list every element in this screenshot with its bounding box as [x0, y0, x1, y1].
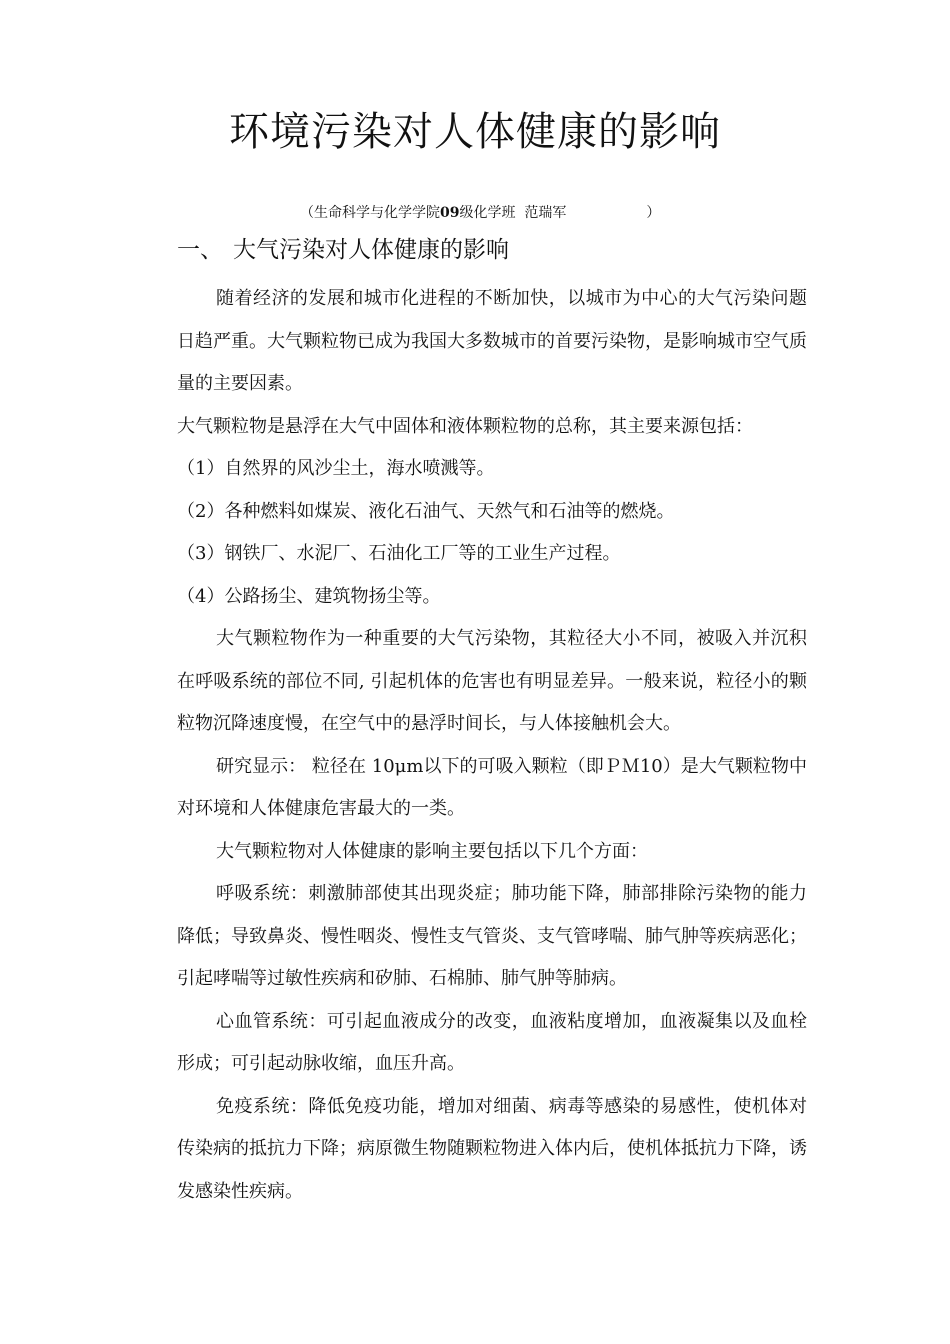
- section-heading: [177, 233, 509, 267]
- author-close-paren: ）: [646, 205, 661, 221]
- paragraph-immune: 免疫系统：降低免疫功能，增加对细菌、病毒等感染的易感性，使机体对传染病的抵抗力下降；病原微生物随颗粒物进入体内后，使机体抵抗力下降，诱发感染性疾病。: [177, 1095, 807, 1202]
- paragraph-effects-intro: 大气颗粒物对人体健康的影响主要包括以下几个方面：: [216, 840, 648, 862]
- paragraph-respiratory: 呼吸系统：刺激肺部使其出现炎症；肺功能下降，肺部排除污染物的能力降低；导致鼻炎、慢性咽炎、慢性支气管炎、支气管哮喘、肺气肿等疾病恶化；引起哮喘等过敏性疾病和矽肺、石棉肺、肺气肿等肺病。: [177, 883, 807, 989]
- paragraph-cardiovascular: 心血管系统：可引起血液成分的改变，血液粘度增加，血液凝集以及血栓形成；可引起动脉收缩，血压升高。: [177, 1010, 807, 1074]
- list-item-source-1: （1）自然界的风沙尘土，海水喷溅等。: [177, 458, 495, 479]
- paragraph-particle-size: 大气颗粒物作为一种重要的大气污染物，其粒径大小不同，被吸入并沉积在呼吸系统的部位不同, 引起机体的危害也有明显差异。一般来说，粒径小的颗粒物沉降速度慢，在空气中的悬浮时间长，与人体接触机会大。: [177, 628, 807, 734]
- section-heading-text: 大气污染对人体健康的影响: [233, 237, 509, 263]
- paragraph-sources: 大气颗粒物是悬浮在大气中固体和液体颗粒物的总称，其主要来源包括：: [177, 415, 753, 437]
- list-item-source-3: （3）钢铁厂、水泥厂、石油化工厂等的工业生产过程。: [177, 543, 621, 564]
- author-class-name: 级化学班 范瑞军: [459, 205, 567, 221]
- document-body: [177, 278, 807, 1213]
- document-title: 环境污染对人体健康的影响: [229, 109, 721, 155]
- paragraph-pm10: 研究显示： 粒径在 10μm以下的可吸入颗粒（即ＰＭ10）是大气颗粒物中对环境和人体健康危害最大的一类。: [177, 755, 807, 819]
- list-item-source-4: （4）公路扬尘、建筑物扬尘等。: [177, 585, 441, 607]
- section-number: 一、: [177, 237, 223, 263]
- author-grade: 09: [440, 205, 460, 221]
- author-line: [300, 203, 660, 223]
- author-affiliation: （生命科学与化学学院: [300, 205, 440, 221]
- paragraph-intro: 随着经济的发展和城市化进程的不断加快，以城市为中心的大气污染问题日趋严重。大气颗粒物已成为我国大多数城市的首要污染物，是影响城市空气质量的主要因素。: [177, 288, 807, 394]
- list-item-source-2: （2）各种燃料如煤炭、液化石油气、天然气和石油等的燃烧。: [177, 500, 675, 522]
